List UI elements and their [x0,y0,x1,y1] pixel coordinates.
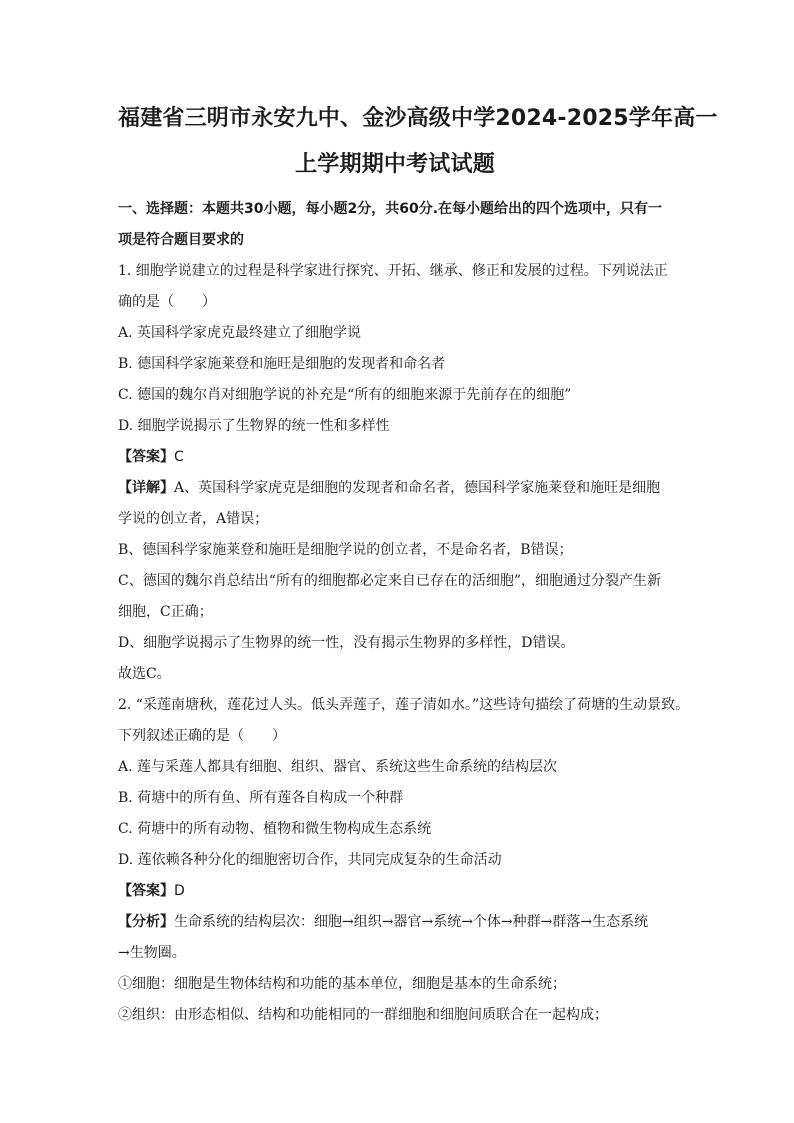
question-1-detail-line-6: D、细胞学说揭示了生物界的统一性，没有揭示生物界的多样性，D错误。 [118,635,575,651]
question-2-analysis-line-3: ①细胞：细胞是生物体结构和功能的基本单位，细胞是基本的生命系统； [118,976,566,992]
question-2-option-b: B. 荷塘中的所有鱼、所有莲各自构成一个种群 [118,790,404,806]
section-heading [118,194,672,256]
question-1-conclusion: 故选C。 [118,666,171,682]
detail-text: A、英国科学家虎克是细胞的发现者和命名者，德国科学家施莱登和施旺是细胞 [174,480,661,496]
question-1-detail-line-1 [118,473,672,504]
question-2-stem-line-1: 2. “采莲南塘秋，莲花过人头。低头弄莲子，莲子清如水。”这些诗句描绘了荷塘的生动景致。 [118,697,690,713]
title-line-1: 福建省三明市永安九中、金沙高级中学2024-2025学年高一 [118,106,718,131]
question-1-option-b: B. 德国科学家施莱登和施旺是细胞的发现者和命名者 [118,356,446,372]
question-1-answer [118,442,672,473]
answer-tag: 【答案】 [118,449,174,465]
question-2-answer [118,876,672,907]
answer-value: D [174,883,185,899]
answer-tag: 【答案】 [118,883,174,899]
question-2-option-a: A. 莲与采莲人都具有细胞、组织、器官、系统这些生命系统的结构层次 [118,759,558,775]
question-1 [118,256,672,690]
analysis-tag: 【分析】 [118,914,174,930]
question-2-option-d: D. 莲依赖各种分化的细胞密切合作，共同完成复杂的生命活动 [118,852,502,868]
page-title [118,96,718,188]
question-2-analysis-line-2: →生物圈。 [118,945,186,961]
question-2-analysis-line-1 [118,907,672,938]
question-1-detail-line-3: B、德国科学家施莱登和施旺是细胞学说的创立者，不是命名者，B错误； [118,542,573,558]
question-1-option-a: A. 英国科学家虎克最终建立了细胞学说 [118,325,362,341]
detail-tag: 【详解】 [118,480,174,496]
question-1-stem-line-1: 1. 细胞学说建立的过程是科学家进行探究、开拓、继承、修正和发展的过程。下列说法正 [118,263,668,279]
question-1-option-c: C. 德国的魏尔肖对细胞学说的补充是“所有的细胞来源于先前存在的细胞” [118,387,572,403]
analysis-text: 生命系统的结构层次：细胞→组织→器官→系统→个体→种群→群落→生态系统 [174,914,649,930]
section-heading-line-2: 项是符合题目要求的 [118,232,244,248]
question-1-stem-line-2: 确的是（ ） [118,294,216,310]
answer-value: C [174,449,184,465]
question-2-analysis-line-4: ②组织：由形态相似、结构和功能相同的一群细胞和细胞间质联合在一起构成； [118,1007,608,1023]
title-line-2: 上学期期中考试试题 [295,152,495,177]
question-1-detail-line-4: C、德国的魏尔肖总结出“所有的细胞都必定来自已存在的活细胞”，细胞通过分裂产生新 [118,573,662,589]
question-1-option-d: D. 细胞学说揭示了生物界的统一性和多样性 [118,418,390,434]
section-heading-line-1: 一、选择题：本题共30小题，每小题2分，共60分.在每小题给出的四个选项中，只有一 [118,201,663,217]
question-1-detail-line-5: 细胞，C正确； [118,604,213,620]
question-2 [118,690,690,1031]
question-2-option-c: C. 荷塘中的所有动物、植物和微生物构成生态系统 [118,821,432,837]
question-1-detail-line-2: 学说的创立者，A错误； [118,511,269,527]
question-2-stem-line-2: 下列叙述正确的是（ ） [118,728,286,744]
